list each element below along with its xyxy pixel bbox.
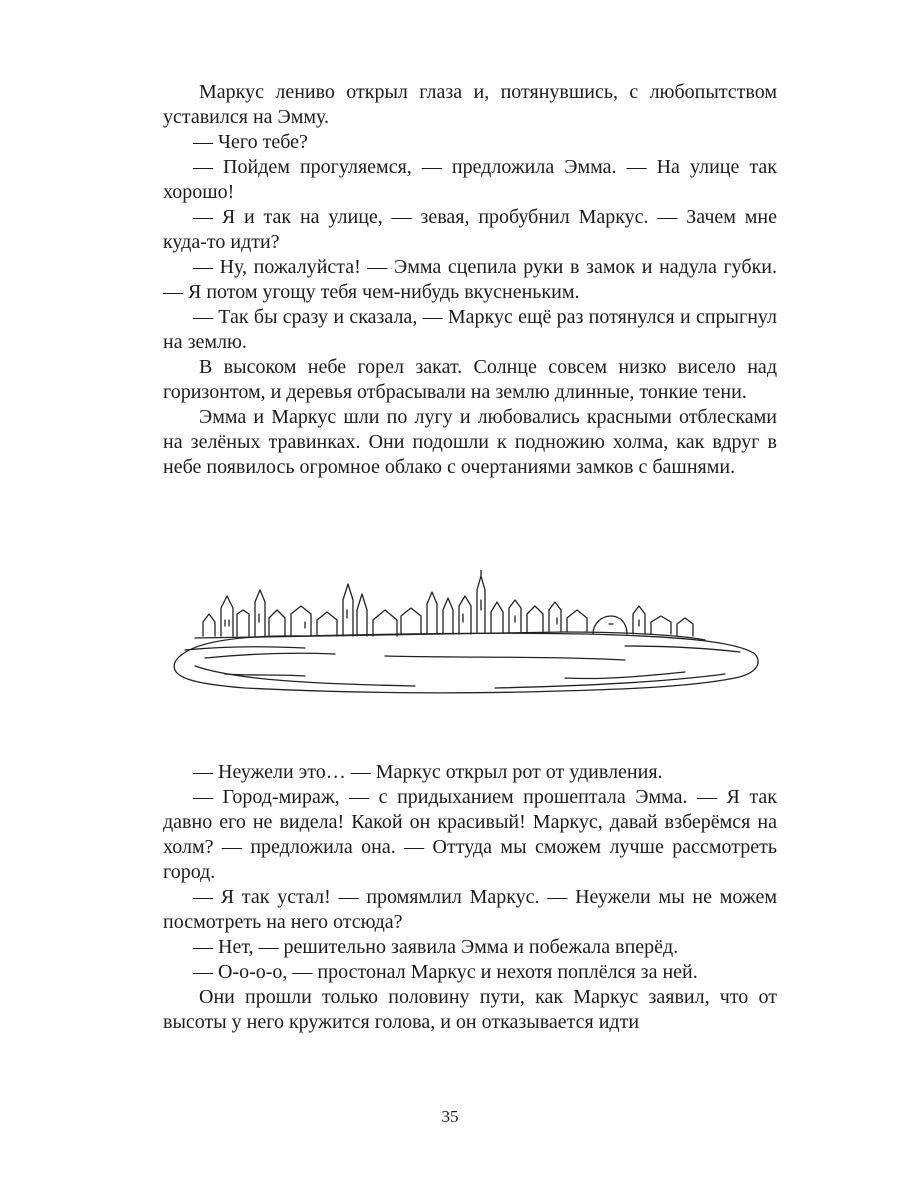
mirage-city-illustration	[165, 570, 765, 720]
page-number: 35	[441, 1107, 459, 1126]
text-block-top	[163, 80, 777, 480]
paragraph: — Ну, пожалуйста! — Эмма сцепила руки в замок и надула губки. — Я потом угощу тебя чем-нибудь вкусненьким.	[163, 256, 777, 303]
paragraph: Они прошли только половину пути, как Маркус заявил, что от высоты у него кружится голова, и он отказывается идти	[163, 986, 777, 1033]
paragraph: — О-о-о-о, — простонал Маркус и нехотя поплёлся за ней.	[193, 961, 698, 983]
paragraph: — Я и так на улице, — зевая, пробубнил Маркус. — Зачем мне куда-то идти?	[163, 206, 777, 253]
paragraph: — Я так устал! — промямлил Маркус. — Неужели мы не можем посмотреть на него отсюда?	[163, 886, 777, 933]
paragraph: — Так бы сразу и сказала, — Маркус ещё раз потянулся и спрыгнул на землю.	[163, 306, 777, 353]
paragraph: В высоком небе горел закат. Солнце совсем низко висело над горизонтом, и деревья отбрасывали на землю длинные, тонкие тени.	[163, 356, 777, 403]
paragraph: — Неужели это… — Маркус открыл рот от удивления.	[193, 761, 663, 783]
paragraph: — Нет, — решительно заявила Эмма и побежала вперёд.	[193, 936, 679, 958]
paragraph: — Чего тебе?	[193, 131, 308, 153]
paragraph: — Пойдем прогуляемся, — предложила Эмма. — На улице так хорошо!	[163, 156, 777, 203]
text-block-bottom	[163, 760, 777, 1035]
paragraph: — Город-мираж, — с придыханием прошептала Эмма. — Я так давно его не видела! Какой он красивый! Маркус, давай взберёмся на холм? — предложила она. — Оттуда мы сможем лучше рассмотреть город.	[163, 786, 777, 883]
paragraph: Эмма и Маркус шли по лугу и любовались красными отблесками на зелёных травинках. Они подошли к подножию холма, как вдруг в небе появилось огромное облако с очертаниями замков с башнями.	[163, 406, 777, 478]
paragraph: Маркус лениво открыл глаза и, потянувшись, с любопытством уставился на Эмму.	[163, 81, 777, 128]
